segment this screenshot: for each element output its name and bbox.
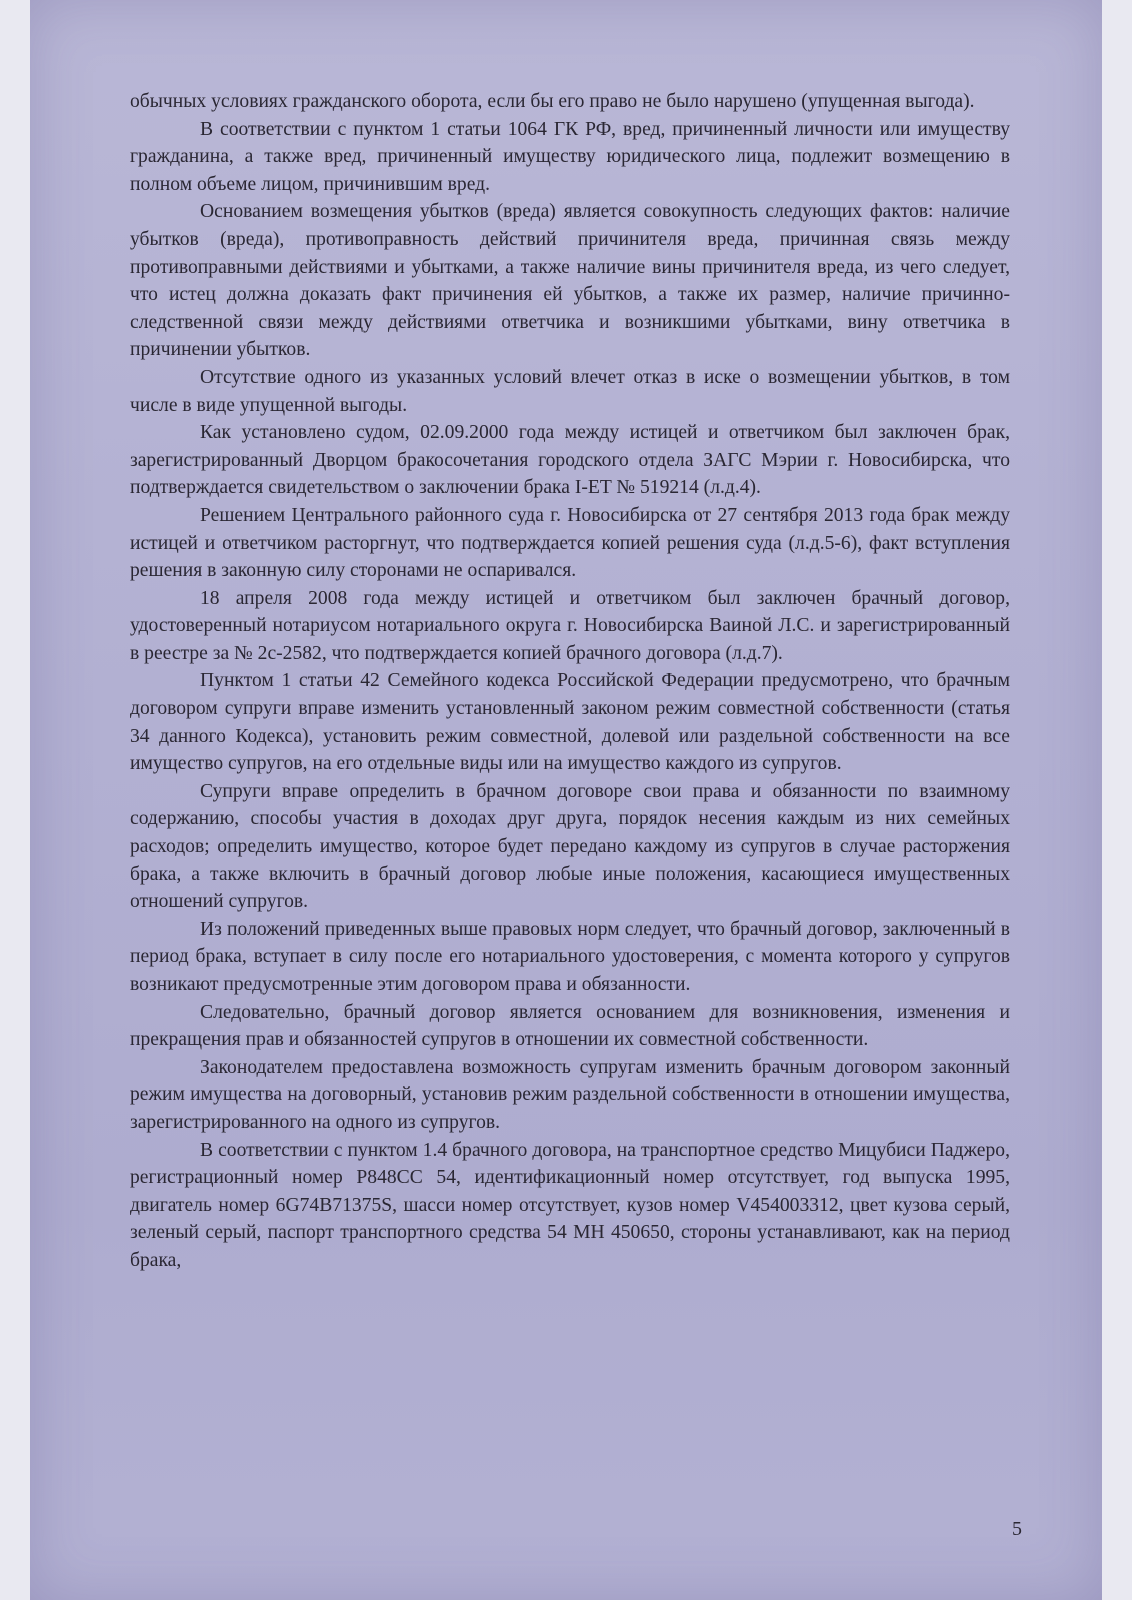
paragraph-continuation: обычных условиях гражданского оборота, если бы его право не было нарушено (упущенная выгода).: [130, 91, 975, 112]
document-page: [30, 0, 1102, 1600]
paragraph-article-42: Пунктом 1 статьи 42 Семейного кодекса Российской Федерации предусмотрено, что брачным договором супруги вправе изменить установленный законом режим совместной собственности (статья 34 данного Кодекса), установить режим совместной, долевой или раздельной собственности на все имущество супругов, на его отдельные виды или на имущество каждого из супругов.: [130, 670, 1010, 775]
paragraph-article-1064: В соответствии с пунктом 1 статьи 1064 ГК РФ, вред, причиненный личности или имуществу гражданина, а также вред, причиненный имуществу юридического лица, подлежит возмещению в полном объеме лицом, причинившим вред.: [130, 118, 1010, 195]
paragraph-marriage-registered: Как установлено судом, 02.09.2000 года между истицей и ответчиком был заключен брак, зарегистрированный Дворцом бракосочетания городского отдела ЗАГС Мэрии г. Новосибирска, что подтверждается свидетельством о заключении брака I-ET № 519214 (л.д.4).: [130, 422, 1010, 499]
paragraph-clause-1-4: В соответствии с пунктом 1.4 брачного договора, на транспортное средство Мицубиси Паджеро, регистрационный номер Р848СС 54, идентификационный номер отсутствует, год выпуска 1995, двигатель номер 6G74B71375S, шасси номер отсутствует, кузов номер V454003312, цвет кузова серый, зеленый серый, паспорт транспортного средства 54 МН 450650, стороны устанавливают, как на период брака,: [130, 1139, 1010, 1271]
paragraph-grounds-for-damages: Основанием возмещения убытков (вреда) является совокупность следующих фактов: наличие убытков (вреда), противоправность действий причинителя вреда, причинная связь между противоправными действиями и убытками, а также наличие вины причинителя вреда, из чего следует, что истец должна доказать факт причинения ей убытков, а также их размер, наличие причинно-следственной связи между действиями ответчика и возникшими убытками, вину ответчика в причинении убытков.: [130, 201, 1010, 361]
paragraph-absence-of-condition: Отсутствие одного из указанных условий влечет отказ в иске о возмещении убытков, в том числе в виде упущенной выгоды.: [130, 366, 1010, 416]
paragraph-marriage-contract: 18 апреля 2008 года между истицей и ответчиком был заключен брачный договор, удостоверенный нотариусом нотариального округа г. Новосибирска Ваиной Л.С. и зарегистрированный в реестре за № 2с-2582, что подтверждается копией брачного договора (л.д.7).: [130, 587, 1010, 664]
paragraph-spouses-rights: Супруги вправе определить в брачном договоре свои права и обязанности по взаимному содержанию, способы участия в доходах друг друга, порядок несения каждым из них семейных расходов; определить имущество, которое будет передано каждому из супругов в случае расторжения брака, а также включить в брачный договор любые иные положения, касающиеся имущественных отношений супругов.: [130, 780, 1010, 913]
paragraph-divorce-decision: Решением Центрального районного суда г. Новосибирска от 27 сентября 2013 года брак между истицей и ответчиком расторгнут, что подтверждается копией решения суда (л.д.5-6), факт вступления решения в законную силу сторонами не оспаривался.: [130, 504, 1010, 582]
paragraph-legislator-option: Законодателем предоставлена возможность супругам изменить брачным договором законный режим имущества на договорный, установив режим раздельной собственности в отношении имущества, зарегистрированного на одного из супругов.: [130, 1056, 1010, 1133]
document-body: [130, 88, 1010, 1275]
paragraph-consequently: Следовательно, брачный договор является основанием для возникновения, изменения и прекращения прав и обязанностей супругов в отношении их совместной собственности.: [130, 1001, 1010, 1051]
paragraph-legal-norms: Из положений приведенных выше правовых норм следует, что брачный договор, заключенный в период брака, вступает в силу после его нотариального удостоверения, с момента которого у супругов возникают предусмотренные этим договором права и обязанности.: [130, 918, 1010, 995]
page-number: 5: [1012, 1518, 1022, 1540]
